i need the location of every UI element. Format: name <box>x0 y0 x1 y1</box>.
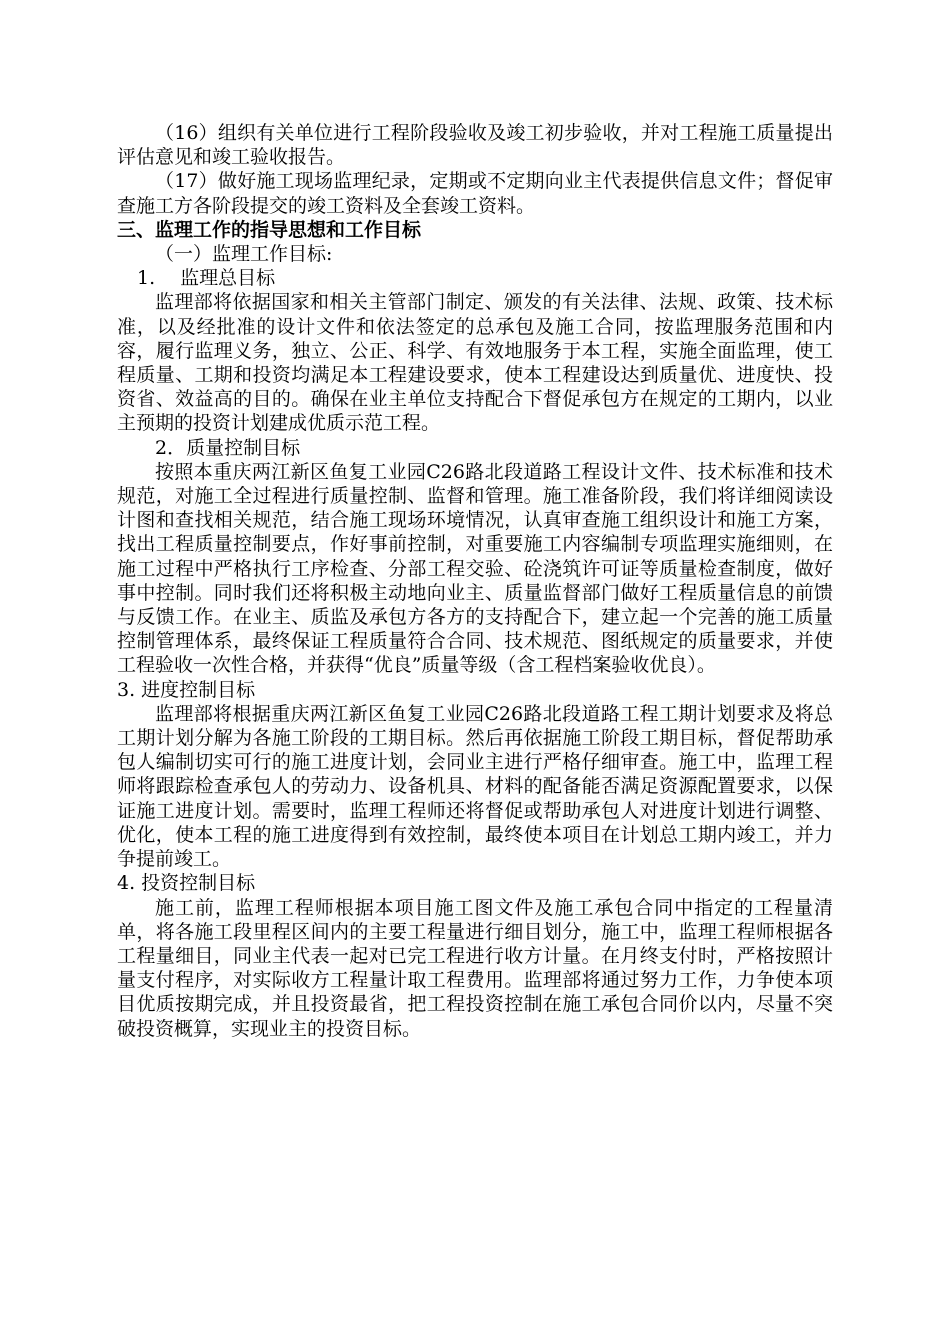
item-heading-schedule-control: 3. 进度控制目标 <box>117 678 256 701</box>
paragraph-investment-control: 施工前，监理工程师根据本项目施工图文件及施工承包合同中指定的工程量清单，将各施工段里程区间内的主要工程量进行细目划分，施工中，监理工程师根据各工程量细目，同业主代表一起对已完工程进行收方计量。在月终支付时，严格按照计量支付程序，对实际收方工程量计取工程费用。监理部将通过努力工作，力争使本项目优质按期完成，并且投资最省，把工程投资控制在施工承包合同价以内，尽量不突破投资概算，实现业主的投资目标。 <box>117 896 833 1040</box>
paragraph-item-16: （16）组织有关单位进行工程阶段验收及竣工初步验收，并对工程施工质量提出评估意见和竣工验收报告。 <box>117 122 833 169</box>
item-heading-investment-control: 4. 投资控制目标 <box>117 872 256 895</box>
section-heading-3: 三、监理工作的指导思想和工作目标 <box>117 218 422 241</box>
paragraph-item-17: （17）做好施工现场监理纪录，定期或不定期向业主代表提供信息文件；督促审查施工方各阶段提交的竣工资料及全套竣工资料。 <box>117 170 833 217</box>
paragraph-schedule-control: 监理部将根据重庆两江新区鱼复工业园C26路北段道路工程工期计划要求及将总工期计划分解为各施工阶段的工期目标。然后再依据施工阶段工期目标，督促帮助承包人编制切实可行的施工进度计划，会同业主进行严格仔细审查。施工中，监理工程师将跟踪检查承包人的劳动力、设备机具、材料的配备能否满足资源配置要求，以保证施工进度计划。需要时，监理工程师还将督促或帮助承包人对进度计划进行调整、优化，使本工程的施工进度得到有效控制，最终使本项目在计划总工期内竣工，并力争提前竣工。 <box>117 702 833 871</box>
paragraph-quality-control: 按照本重庆两江新区鱼复工业园C26路北段道路工程设计文件、技术标准和技术规范，对施工全过程进行质量控制、监督和管理。施工准备阶段，我们将详细阅读设计图和查找相关规范，结合施工现场环境情况，认真审查施工组织设计和施工方案，找出工程质量控制要点，作好事前控制，对重要施工内容编制专项监理实施细则，在施工过程中严格执行工序检查、分部工程交验、砼浇筑许可证等质量检查制度，做好事中控制。同时我们还将积极主动地向业主、质量监督部门做好工程质量信息的前馈与反馈工作。在业主、质监及承包方各方的支持配合下，建立起一个完善的施工质量控制管理体系，最终保证工程质量符合合同、技术规范、图纸规定的质量要求，并使工程验收一次性合格，并获得“优良”质量等级（含工程档案验收优良）。 <box>117 460 833 677</box>
document-page <box>117 121 833 1041</box>
item-heading-quality-control: 2．质量控制目标 <box>155 436 301 459</box>
paragraph-overall-goal: 监理部将依据国家和相关主管部门制定、颁发的有关法律、法规、政策、技术标准，以及经批准的设计文件和依法签定的总承包及施工合同，按监理服务范围和内容，履行监理义务，独立、公正、科学、有效地服务于本工程，实施全面监理，使工程质量、工期和投资均满足本工程建设要求，使本工程建设达到质量优、进度快、投资省、效益高的目的。确保在业主单位支持配合下督促承包方在规定的工期内，以业主预期的投资计划建成优质示范工程。 <box>117 291 833 435</box>
subsection-heading-1: （一）监理工作目标: <box>155 243 333 266</box>
item-heading-overall-goal: 1. 监理总目标 <box>137 267 276 290</box>
